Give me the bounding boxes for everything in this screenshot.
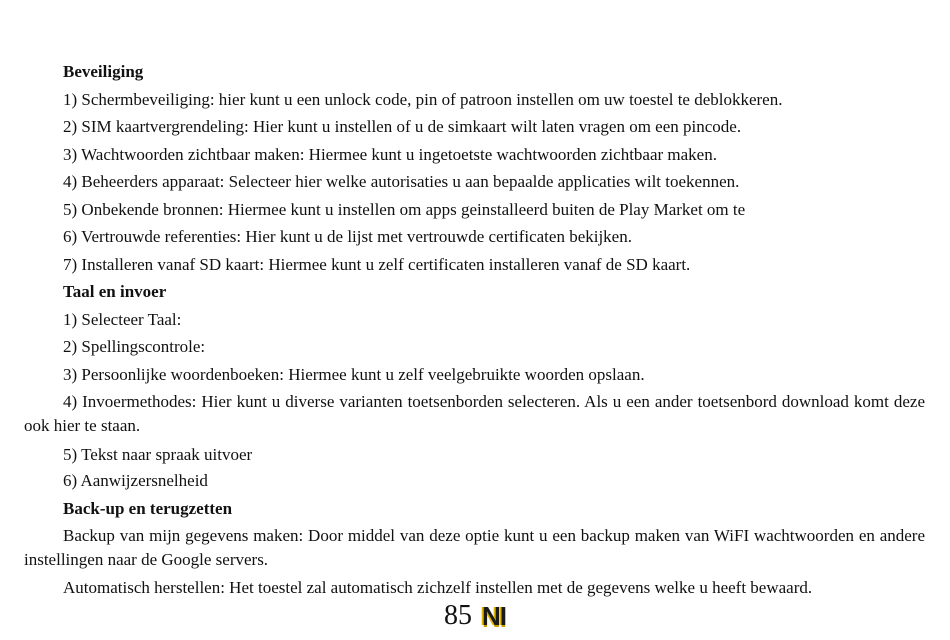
section-heading-beveiliging: Beveiliging bbox=[63, 62, 144, 81]
list-item: 6) Vertrouwde referenties: Hier kunt u de lijst met vertrouwde certificaten bekijken. bbox=[63, 227, 632, 246]
list-item: 5) Onbekende bronnen: Hiermee kunt u instellen om apps geinstalleerd buiten de Play Market om te bbox=[63, 200, 746, 219]
section-heading-back-up: Back-up en terugzetten bbox=[63, 499, 233, 518]
language-flag-icon: NI bbox=[482, 601, 506, 631]
list-item: 1) Schermbeveiliging: hier kunt u een unlock code, pin of patroon instellen om uw toestel te deblokkeren. bbox=[63, 90, 783, 109]
page-number: 85 bbox=[444, 600, 472, 631]
list-item: 1) Selecteer Taal: bbox=[63, 310, 182, 329]
page-footer bbox=[444, 600, 506, 632]
list-item: 2) Spellingscontrole: bbox=[63, 337, 206, 356]
list-item: 7) Installeren vanaf SD kaart: Hiermee kunt u zelf certificaten installeren vanaf de SD kaart. bbox=[63, 255, 691, 274]
list-item: 5) Tekst naar spraak uitvoer bbox=[63, 445, 253, 464]
backup-paragraph: Backup van mijn gegevens maken: Door middel van deze optie kunt u een backup maken van WiFI wachtwoorden en andere instellingen naar de Google servers. bbox=[24, 526, 925, 569]
list-item: 6) Aanwijzersnelheid bbox=[63, 471, 208, 490]
list-item: 2) SIM kaartvergrendeling: Hier kunt u instellen of u de simkaart wilt laten vragen om een pincode. bbox=[63, 117, 742, 136]
list-item: 3) Persoonlijke woordenboeken: Hiermee kunt u zelf veelgebruikte woorden opslaan. bbox=[63, 365, 645, 384]
list-item: 4) Invoermethodes: Hier kunt u diverse varianten toetsenborden selecteren. Als u een ander toetsenbord download komt deze ook hier te staan. bbox=[24, 392, 925, 435]
list-item: 3) Wachtwoorden zichtbaar maken: Hiermee kunt u ingetoetste wachtwoorden zichtbaar maken. bbox=[63, 145, 717, 164]
list-item: 4) Beheerders apparaat: Selecteer hier welke autorisaties u aan bepaalde applicaties wilt toekennen. bbox=[63, 172, 740, 191]
section-heading-taal-en-invoer: Taal en invoer bbox=[63, 282, 167, 301]
restore-paragraph: Automatisch herstellen: Het toestel zal automatisch zichzelf instellen met de gegevens welke u heeft bewaard. bbox=[63, 578, 813, 597]
